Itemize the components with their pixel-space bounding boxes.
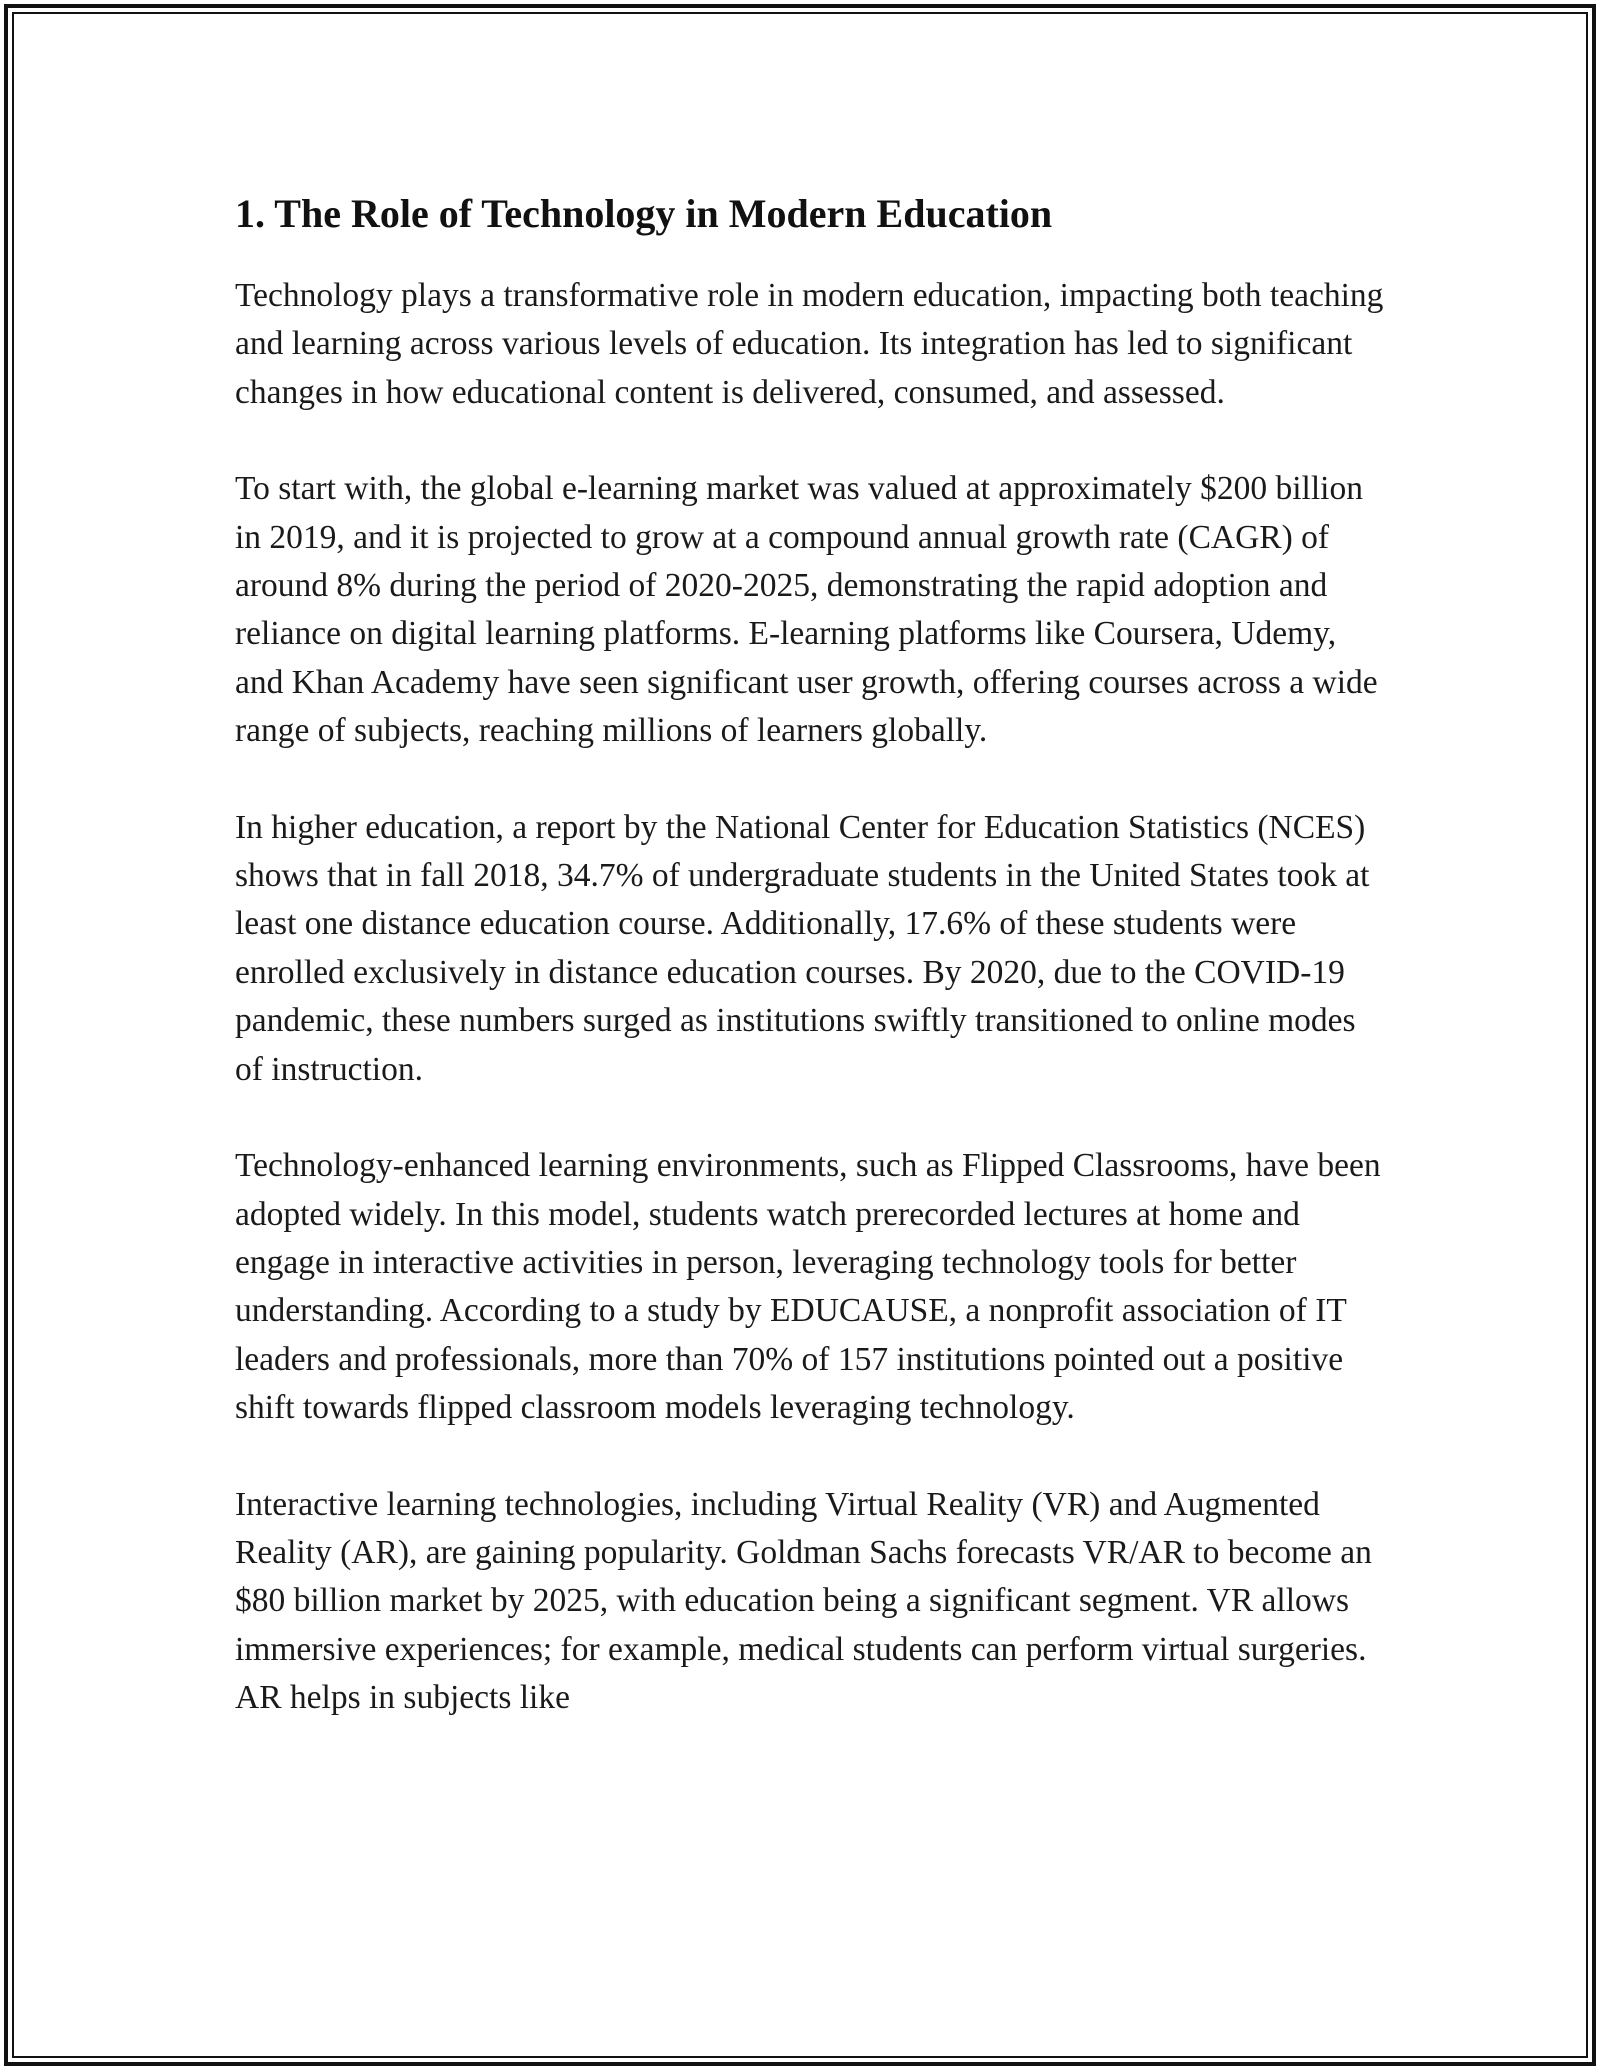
paragraph-higher-education: In higher education, a report by the National Center for Education Statistics (NCES) shows that in fall 2018, 34.7% of undergraduate students in the United States took at least one distance education course. Additionally, 17.6% of these students were enrolled exclusively in distance education courses. By 2020, due to the COVID-19 pandemic, these numbers surged as institutions swiftly transitioned to online modes of instruction. <box>235 808 1370 1088</box>
paragraph-intro: Technology plays a transformative role in modern education, impacting both teaching and learning across various levels of education. Its integration has led to significant changes in how educational content is delivered, consumed, and assessed. <box>235 277 1384 411</box>
paragraph-flipped-classrooms: Technology-enhanced learning environments, such as Flipped Classrooms, have been adopted widely. In this model, students watch prerecorded lectures at home and engage in interactive activities in person, leveraging technology tools for better understanding. According to a study by EDUCAUSE, a nonprofit association of IT leaders and professionals, more than 70% of 157 institutions pointed out a positive shift towards flipped classroom models leveraging technology. <box>235 1147 1381 1427</box>
paragraph-e-learning-market: To start with, the global e-learning market was valued at approximately $200 billion in 2019, and it is projected to grow at a compound annual growth rate (CAGR) of around 8% during the period of 2020-2025, demonstrating the rapid adoption and reliance on digital learning platforms. E-learning platforms like Coursera, Udemy, and Khan Academy have seen significant user growth, offering courses across a wide range of subjects, reaching millions of learners globally. <box>235 470 1378 750</box>
document-body <box>235 186 1385 1771</box>
section-heading: 1. The Role of Technology in Modern Education <box>235 191 1053 236</box>
paragraph-vr-ar: Interactive learning technologies, including Virtual Reality (VR) and Augmented Reality (AR), are gaining popularity. Goldman Sachs forecasts VR/AR to become an $80 billion market by 2025, with education being a significant segment. VR allows immersive experiences; for example, medical students can perform virtual surgeries. AR helps in subjects like <box>235 1485 1372 1717</box>
